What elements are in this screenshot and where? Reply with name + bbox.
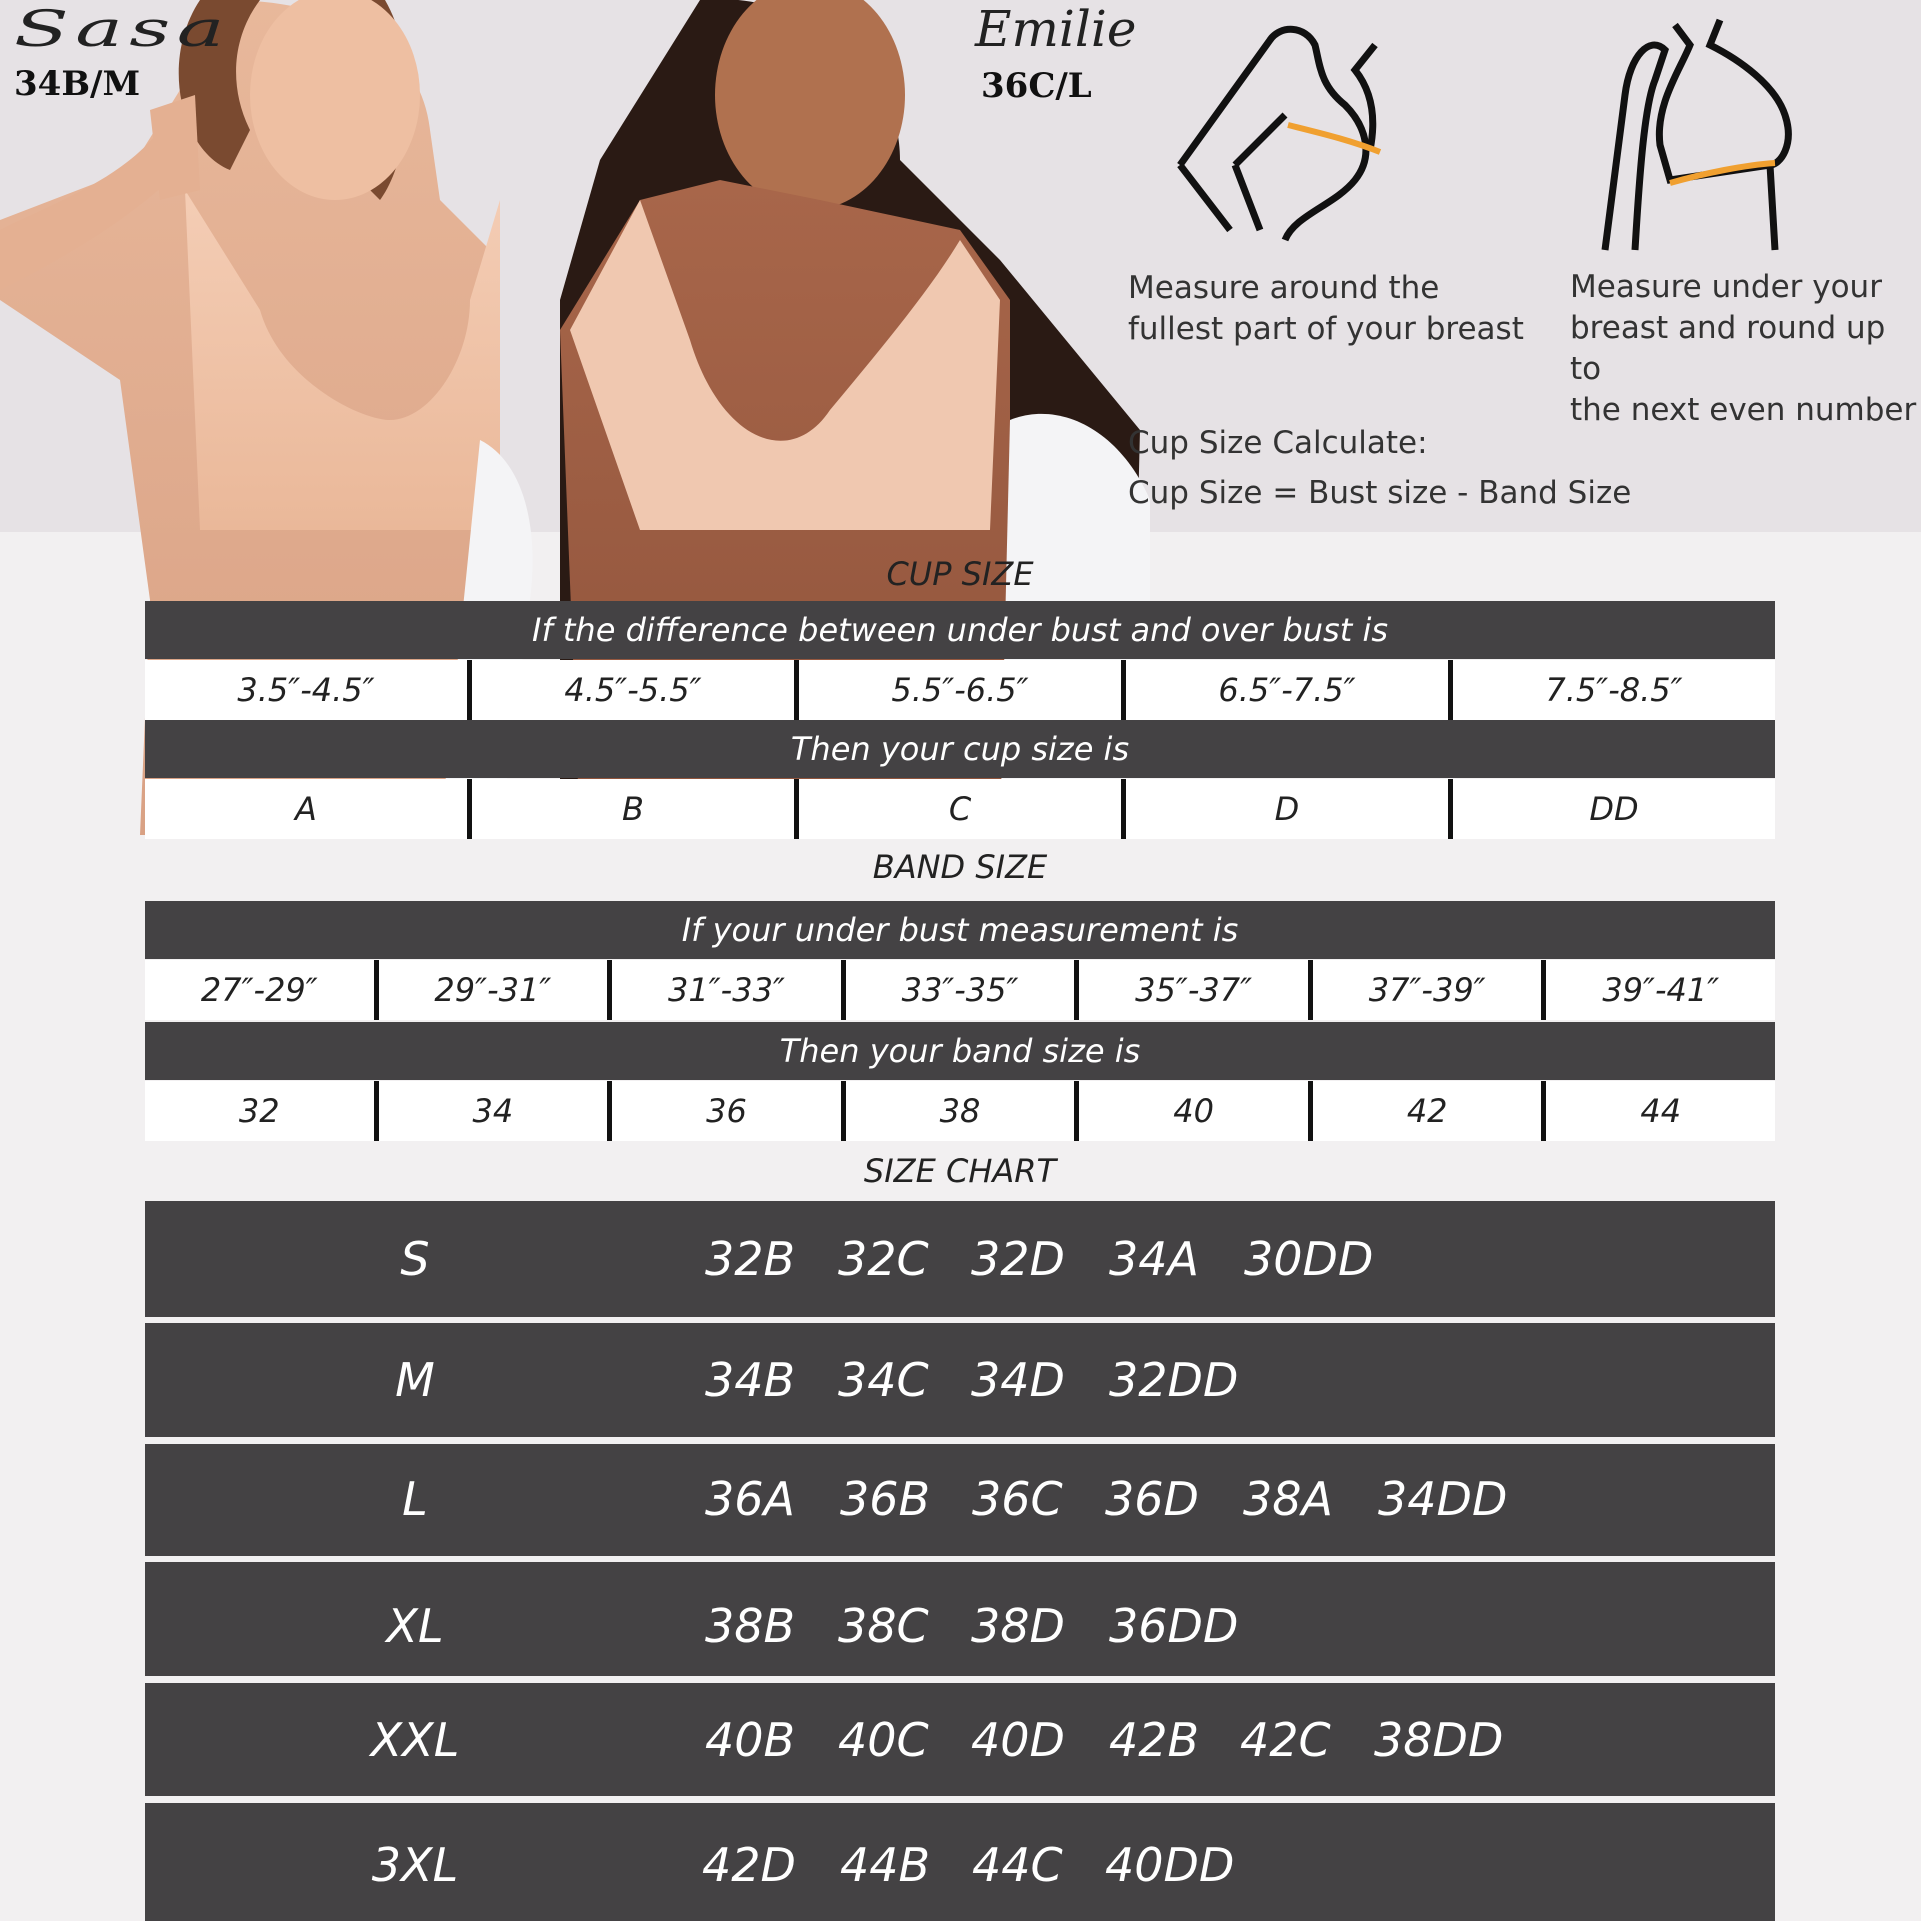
- bra-size-code: 32DD: [1109, 1353, 1239, 1407]
- band-size-cell: 38: [846, 1081, 1080, 1141]
- bra-size-code: 44B: [840, 1838, 931, 1892]
- cup-result-header: Then your cup size is: [145, 720, 1775, 778]
- bra-size-code: 36DD: [1109, 1599, 1239, 1653]
- measurement-cell: 39″-41″: [1546, 960, 1775, 1020]
- cup-size-cell: A: [145, 779, 472, 839]
- difference-cell: 7.5″-8.5″: [1453, 660, 1775, 720]
- bra-size-code: 34B: [705, 1353, 796, 1407]
- bra-size-code: 32C: [838, 1232, 929, 1286]
- bra-size-code: 38B: [705, 1599, 796, 1653]
- difference-cell: 3.5″-4.5″: [145, 660, 472, 720]
- bra-size-code: 36D: [1105, 1472, 1199, 1526]
- bra-size-code: 40B: [705, 1713, 796, 1767]
- cup-size-cell: C: [799, 779, 1126, 839]
- size-label: M: [395, 1353, 435, 1407]
- size-chart-title: SIZE CHART: [863, 1152, 1057, 1190]
- bust-instruction: [1128, 268, 1524, 350]
- underbust-instruction-line: Measure under your: [1570, 269, 1882, 305]
- bra-size-code: 34DD: [1378, 1472, 1508, 1526]
- size-codes: [705, 1472, 1507, 1526]
- model-2-label: [975, 0, 1136, 106]
- size-label: S: [400, 1232, 430, 1286]
- difference-cell: 4.5″-5.5″: [472, 660, 799, 720]
- measurement-cell: 33″-35″: [846, 960, 1080, 1020]
- band-size-title: BAND SIZE: [872, 848, 1048, 886]
- bra-size-code: 40D: [971, 1713, 1065, 1767]
- model-2-size: 36C/L: [981, 66, 1092, 106]
- size-chart-row: [145, 1444, 1775, 1556]
- band-size-row: [145, 1081, 1775, 1141]
- size-chart-row: [145, 1201, 1775, 1317]
- difference-cell: 5.5″-6.5″: [799, 660, 1126, 720]
- band-size-cell: 40: [1079, 1081, 1313, 1141]
- formula-title: Cup Size Calculate:: [1128, 425, 1428, 461]
- cup-size-formula: [1128, 418, 1631, 518]
- measurement-cell: 35″-37″: [1079, 960, 1313, 1020]
- bra-size-code: 34C: [838, 1353, 929, 1407]
- difference-cell: 6.5″-7.5″: [1126, 660, 1453, 720]
- size-codes: [705, 1599, 1238, 1653]
- size-label: L: [402, 1472, 428, 1526]
- underbust-instruction-line: the next even number: [1570, 392, 1917, 428]
- cup-size-row: [145, 779, 1775, 839]
- cup-size-cell: DD: [1453, 779, 1775, 839]
- bra-size-code: 34D: [971, 1353, 1065, 1407]
- band-measure-header: If your under bust measurement is: [145, 901, 1775, 959]
- bra-size-code: 44C: [972, 1838, 1063, 1892]
- bust-instruction-line: fullest part of your breast: [1128, 311, 1524, 347]
- underbust-instruction: [1570, 267, 1921, 431]
- bra-size-code: 36A: [705, 1472, 796, 1526]
- size-label: 3XL: [371, 1838, 459, 1892]
- band-size-cell: 42: [1313, 1081, 1547, 1141]
- bra-size-code: 36C: [972, 1472, 1063, 1526]
- size-chart-row: [145, 1323, 1775, 1437]
- cup-size-title: CUP SIZE: [886, 555, 1034, 593]
- bra-size-code: 34A: [1109, 1232, 1200, 1286]
- bra-size-code: 38A: [1243, 1472, 1334, 1526]
- model-1-size: 34B/M: [14, 64, 141, 104]
- band-result-header: Then your band size is: [145, 1022, 1775, 1080]
- bra-size-code: 42D: [702, 1838, 796, 1892]
- bra-size-code: 38D: [971, 1599, 1065, 1653]
- band-size-cell: 44: [1546, 1081, 1775, 1141]
- cup-difference-row: [145, 660, 1775, 720]
- size-chart-row: [145, 1803, 1775, 1921]
- size-label: XXL: [370, 1713, 460, 1767]
- bra-size-code: 40C: [838, 1713, 929, 1767]
- model-1-name: Sasa: [14, 0, 231, 58]
- underbust-measure-diagram: [1585, 15, 1815, 255]
- size-codes: [702, 1838, 1234, 1892]
- formula-text: Cup Size = Bust size - Band Size: [1128, 475, 1632, 511]
- bra-size-code: 38C: [838, 1599, 929, 1653]
- bust-measure-diagram: [1160, 15, 1420, 255]
- size-codes: [705, 1713, 1503, 1767]
- model-1-label: [14, 0, 231, 104]
- size-label: XL: [386, 1599, 444, 1653]
- size-chart-row: [145, 1683, 1775, 1796]
- cup-size-cell: D: [1126, 779, 1453, 839]
- cup-difference-header: If the difference between under bust and over bust is: [145, 601, 1775, 659]
- bra-size-code: 30DD: [1244, 1232, 1374, 1286]
- band-size-cell: 32: [145, 1081, 379, 1141]
- bra-size-code: 40DD: [1105, 1838, 1235, 1892]
- measurement-cell: 31″-33″: [612, 960, 846, 1020]
- bra-size-code: 42B: [1109, 1713, 1200, 1767]
- band-measure-row: [145, 960, 1775, 1020]
- measurement-cell: 27″-29″: [145, 960, 379, 1020]
- size-chart-row: [145, 1562, 1775, 1676]
- size-codes: [705, 1232, 1373, 1286]
- bra-size-code: 42C: [1240, 1713, 1331, 1767]
- cup-size-cell: B: [472, 779, 799, 839]
- bra-size-code: 32B: [705, 1232, 796, 1286]
- measurement-cell: 29″-31″: [379, 960, 613, 1020]
- bust-instruction-line: Measure around the: [1128, 270, 1440, 306]
- underbust-instruction-line: breast and round up to: [1570, 310, 1886, 387]
- band-size-cell: 36: [612, 1081, 846, 1141]
- bra-size-code: 38DD: [1374, 1713, 1504, 1767]
- band-size-cell: 34: [379, 1081, 613, 1141]
- bra-size-code: 36B: [840, 1472, 931, 1526]
- bra-size-code: 32D: [971, 1232, 1065, 1286]
- measurement-cell: 37″-39″: [1313, 960, 1547, 1020]
- size-codes: [705, 1353, 1238, 1407]
- model-2-name: Emilie: [975, 0, 1137, 58]
